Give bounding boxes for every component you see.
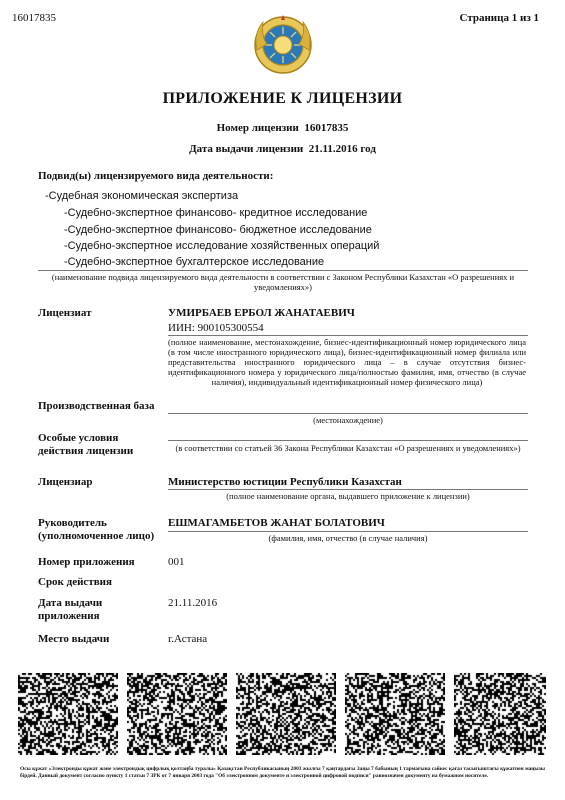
head-label [38, 517, 154, 543]
head-note: (фамилия, имя, отчество (в случае наличия) [268, 533, 428, 543]
special-conditions-label [38, 432, 133, 458]
activity-item: -Судебно-экспертное финансово- кредитное исследование [64, 207, 368, 219]
activity-item-text: Судебно-экспертное финансово- бюджетное исследование [67, 224, 372, 236]
qr-code-icon [454, 673, 546, 755]
appendix-date-label-line: приложения [38, 610, 100, 622]
place-value: г.Астана [168, 633, 208, 645]
divider [38, 270, 528, 271]
appendix-date-value: 21.11.2016 [168, 597, 218, 609]
license-number-value: 16017835 [304, 122, 349, 134]
divider [168, 531, 528, 532]
activity-item-text: Судебно-экспертное финансово- кредитное исследование [67, 207, 368, 219]
activity-heading: Подвид(ы) лицензируемого вида деятельности: [38, 170, 274, 182]
issue-date-line [0, 143, 565, 155]
activity-item: -Судебно-экспертное финансово- бюджетное исследование [64, 224, 372, 236]
qr-code-icon [345, 673, 445, 755]
issue-date-label: Дата выдачи лицензии [189, 143, 304, 155]
licensee-label: Лицензиат [38, 307, 92, 319]
licensee-name: УМИРБАЕВ ЕРБОЛ ЖАНАТАЕВИЧ [168, 307, 355, 319]
activity-item-text: Судебно-экспертное бухгалтерское исследование [67, 256, 325, 268]
document-number: 16017835 [12, 12, 56, 24]
licensor-note: (полное наименование органа, выдавшего приложение к лицензии) [226, 491, 470, 501]
place-label: Место выдачи [38, 633, 110, 645]
activity-main: -Судебная экономическая экспертиза [45, 190, 239, 202]
production-base-label: Производственная база [38, 400, 155, 412]
appendix-date-label [38, 597, 102, 623]
appendix-number-value: 001 [168, 556, 185, 568]
licensee-iin: ИИН: 900105300554 [168, 322, 264, 334]
licensee-note: (полное наименование, местонахождение, бизнес-идентификационный номер юридического лица (в том числе иностранного юридического лица), бизнес-идентификационный номер филиала или представительства иностранного юридического лица – в случае отсутствия бизнес-идентификационного номера у юридического лица/полностью фамилия, имя, отчество (в случае наличия), индивидуальный идентификационный номер физического лица) [168, 337, 526, 387]
activity-main-text: Судебная экономическая экспертиза [48, 190, 239, 202]
document-title: ПРИЛОЖЕНИЕ К ЛИЦЕНЗИИ [162, 90, 403, 107]
footer-legal-text: Осы құжат «Электронды құжат және электрондық цифрлық қолтаңба туралы» Қазақстан Республикасының 2003 жылғы 7 қаңтардағы Заңы 7 бабының 1 тармағына сәйкес қағаз тасығыштағы құжатпен маңызы бірдей. Данный документ согласно пункту 1 статьи 7 ЗРК от 7 января 2003 года "Об электронном документе и электронной цифровой подписи" равнозначен документу на бумажном носителе. [20, 766, 545, 779]
activity-item-text: Судебно-экспертное исследование хозяйственных операций [67, 240, 380, 252]
qr-code-icon [236, 673, 336, 755]
activity-note: (наименование подвида лицензируемого вида деятельности в соответствии с Законом Республики Казахстан «О разрешениях и уведомлениях») [51, 272, 515, 292]
divider [168, 413, 528, 414]
issue-date-value: 21.11.2016 год [308, 143, 376, 155]
activity-item: -Судебно-экспертное бухгалтерское исследование [64, 256, 325, 268]
head-label-line: (уполномоченное лицо) [38, 530, 155, 542]
licensor-label: Лицензиар [38, 476, 93, 488]
activity-item: -Судебно-экспертное исследование хозяйственных операций [64, 240, 380, 252]
qr-code-icon [127, 673, 227, 755]
qr-code-icon [18, 673, 118, 755]
state-emblem-icon [253, 14, 313, 76]
divider [168, 335, 528, 336]
page-indicator: Страница 1 из 1 [459, 12, 539, 24]
validity-label: Срок действия [38, 576, 112, 588]
special-conditions-label-line: Особые условия [38, 432, 119, 444]
license-number-line [0, 122, 565, 134]
divider [168, 440, 528, 441]
special-conditions-label-line: действия лицензии [38, 445, 134, 457]
appendix-date-label-line: Дата выдачи [38, 597, 103, 609]
licensor-value: Министерство юстиции Республики Казахстан [168, 476, 402, 488]
special-conditions-note: (в соответствии со статьей 36 Закона Республики Казахстан «О разрешениях и уведомлениях») [175, 443, 521, 453]
license-number-label: Номер лицензии [216, 122, 299, 134]
divider [168, 489, 528, 490]
head-value: ЕШМАГАМБЕТОВ ЖАНАТ БОЛАТОВИЧ [168, 517, 385, 529]
appendix-number-label: Номер приложения [38, 556, 135, 568]
head-label-line: Руководитель [38, 517, 107, 529]
production-base-note: (местонахождение) [313, 415, 383, 425]
